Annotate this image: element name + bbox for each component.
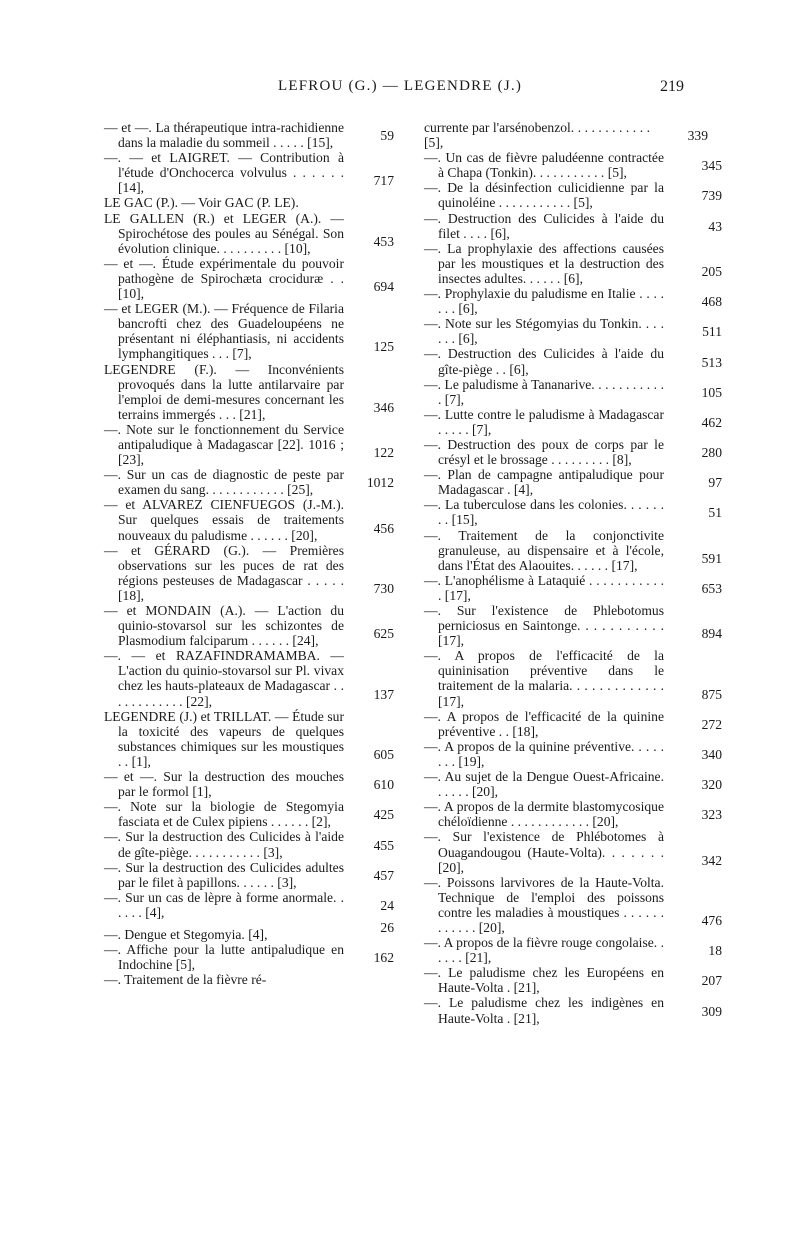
entry-page-ref: 425 (373, 807, 394, 823)
entry-text: — et —. Sur la destruction des mouches par le formol [1], (104, 769, 344, 800)
index-entry (424, 497, 722, 527)
entry-page-ref: 453 (373, 233, 394, 249)
entry-text: —. Affiche pour la lutte antipaludique en Indochine [5], (104, 942, 344, 973)
entry-text: —. Sur un cas de diagnostic de peste par examen du sang. . . . . . . . . . . . [25], (104, 467, 344, 498)
entry-page-ref: 43 (708, 218, 722, 234)
entry-page-ref: 340 (701, 746, 722, 762)
right-column (424, 120, 722, 1026)
index-entry (104, 120, 394, 150)
index-entry (104, 603, 394, 648)
index-entry (424, 769, 722, 799)
index-entry (424, 150, 722, 180)
entry-page-ref: 894 (701, 626, 722, 642)
entry-page-ref: 323 (701, 807, 722, 823)
entry-text: —. La tuberculose dans les colonies. . . . . . . . [15], (424, 497, 664, 528)
entry-page-ref: 122 (373, 445, 394, 461)
entry-text: —. Dengue et Stegomyia. [4], (104, 926, 268, 942)
entry-text: LE GALLEN (R.) et LEGER (A.). — Spirochétose des poules au Sénégal. Son évolution clinique. . . . . . . . . . [10], (104, 210, 344, 256)
entry-page-ref: 339 (687, 128, 708, 144)
entry-text: —. Sur l'existence de Phlébotomes à Ouagandougou (Haute-Volta). . . . . . . [20], (424, 829, 664, 875)
index-entry (424, 829, 722, 874)
entry-page-ref: 730 (373, 580, 394, 596)
entry-text: —. Lutte contre le paludisme à Madagascar . . . . . [7], (424, 406, 664, 437)
index-entry (104, 920, 394, 942)
entry-text: — et —. La thérapeutique intra-rachidienne dans la maladie du sommeil . . . . . [15], (104, 120, 344, 151)
entry-text: —. L'anophélisme à Lataquié . . . . . . . . . . . . [17], (424, 572, 664, 603)
index-entry (104, 195, 394, 210)
entry-page-ref: 625 (373, 626, 394, 642)
entry-page-ref (344, 204, 394, 211)
entry-text: — et ALVAREZ CIENFUEGOS (J.-M.). Sur quelques essais de traitements nouveaux du paludisme . . . . . . [20], (104, 497, 344, 543)
index-entry (104, 769, 394, 799)
entry-page-ref: 345 (701, 158, 722, 174)
entry-page-ref: 653 (701, 580, 722, 596)
entry-page-ref: 739 (701, 188, 722, 204)
entry-text: — et —. Étude expérimentale du pouvoir pathogène de Spirochæta crociduræ . . [10], (104, 255, 344, 302)
entry-text: —. De la désinfection culicidienne par la quinoléine . . . . . . . . . . . [5], (424, 180, 664, 211)
index-entry (104, 860, 394, 890)
entry-page-ref: 468 (701, 294, 722, 310)
entry-text: currente par l'arsénobenzol. . . . . . . . . . . . [5], (424, 120, 650, 151)
index-entry (424, 120, 722, 150)
index-entry (424, 211, 722, 241)
entry-page-ref: 125 (373, 339, 394, 355)
index-entry (104, 709, 394, 769)
index-entry (424, 437, 722, 467)
index-entry (104, 543, 394, 603)
entry-page-ref (344, 980, 394, 987)
entry-page-ref: 694 (373, 279, 394, 295)
entry-text: —. La prophylaxie des affections causées par les moustiques et la destruction des insectes adultes. . . . . . [6], (424, 240, 664, 286)
entry-page-ref: 97 (708, 475, 722, 491)
entry-page-ref: 717 (373, 173, 394, 189)
entry-text: —. Sur la destruction des Culicides à l'aide de gîte-piège. . . . . . . . . . . [3], (104, 829, 344, 860)
entry-text: —. Destruction des Culicides à l'aide du gîte-piège . . [6], (424, 346, 664, 377)
index-entry (104, 497, 394, 542)
entry-text: —. Plan de campagne antipaludique pour Madagascar . [4], (424, 467, 664, 498)
entry-text: LE GAC (P.). — Voir GAC (P. LE). (104, 195, 299, 211)
entry-text: —. Traitement de la fièvre ré- (104, 972, 267, 988)
index-entry (424, 377, 722, 407)
index-entry (424, 467, 722, 497)
entry-text: —. A propos de la dermite blastomycosique chéloïdienne . . . . . . . . . . . . [20], (424, 799, 664, 830)
index-entry (424, 407, 722, 437)
index-entry (104, 799, 394, 829)
left-column (104, 120, 394, 987)
entry-page-ref: 280 (701, 445, 722, 461)
entry-page-ref: 24 (380, 897, 394, 913)
entry-page-ref: 309 (701, 1003, 722, 1019)
index-entry (424, 739, 722, 769)
entry-page-ref: 346 (373, 399, 394, 415)
index-entry (104, 211, 394, 256)
index-entry (104, 256, 394, 301)
entry-text: —. Traitement de la conjonctivite granuleuse, au dispensaire et à l'école, dans l'État des Alaouites. . . . . . [17], (424, 527, 664, 573)
entry-page-ref: 456 (373, 520, 394, 536)
entry-text: — et LEGER (M.). — Fréquence de Filaria bancrofti chez des Guadeloupéens ne présentant ni éléphantiasis, ni accidents lymphangitiques . . . [7], (104, 301, 344, 362)
entry-text: —. A propos de l'efficacité de la quinine préventive . . [18], (424, 708, 664, 739)
entry-page-ref: 511 (702, 324, 722, 340)
index-entry (424, 180, 722, 210)
entry-page-ref: 1012 (366, 475, 394, 491)
entry-text: —. Sur un cas de lèpre à forme anormale. . . . . . [4], (104, 889, 344, 920)
entry-text: —. Un cas de fièvre paludéenne contractée à Chapa (Tonkin). . . . . . . . . . . [5], (424, 150, 664, 181)
entry-page-ref: 26 (380, 919, 394, 935)
entry-text: —. Destruction des Culicides à l'aide du filet . . . . [6], (424, 210, 664, 241)
entry-text: —. A propos de la quinine préventive. . . . . . . . [19], (424, 738, 664, 769)
index-entry (424, 603, 722, 648)
entry-text: —. A propos de l'efficacité de la quininisation préventive dans le traitement de la malaria. . . . . . . . . . . . . [17], (424, 648, 664, 709)
entry-text: —. A propos de la fièvre rouge congolaise. . . . . . [21], (424, 935, 664, 966)
page-header (0, 78, 800, 102)
entry-text: LEGENDRE (F.). — Inconvénients provoqués dans la lutte antilarvaire par l'emploi de demi-mesures concernant les terrains immergés . . . [21], (104, 361, 344, 422)
entry-page-ref: 59 (380, 128, 394, 144)
page-number: 219 (660, 78, 684, 95)
entry-page-ref: 591 (701, 550, 722, 566)
entry-text: —. — et LAIGRET. — Contribution à l'étude d'Onchocerca volvulus . . . . . . [14], (104, 150, 344, 196)
index-entry (424, 528, 722, 573)
entry-text: —. Le paludisme chez les indigènes en Haute-Volta . [21], (424, 995, 664, 1026)
running-head: LEFROU (G.) — LEGENDRE (J.) (277, 78, 523, 94)
entry-page-ref: 462 (701, 414, 722, 430)
index-entry (424, 965, 722, 995)
entry-page-ref: 457 (373, 867, 394, 883)
entry-text: —. Note sur le fonctionnement du Service antipaludique à Madagascar [22]. 1016 ; [23], (104, 421, 344, 468)
index-entry (424, 875, 722, 935)
index-entry (104, 422, 394, 467)
index-entry (424, 573, 722, 603)
index-entry (104, 362, 394, 422)
entry-page-ref: 162 (373, 950, 394, 966)
entry-page-ref: 875 (701, 686, 722, 702)
entry-text: —. Note sur la biologie de Stegomyia fasciata et de Culex pipiens . . . . . . [2], (104, 799, 344, 830)
entry-page-ref: 605 (373, 746, 394, 762)
index-entry (424, 709, 722, 739)
entry-page-ref: 513 (701, 354, 722, 370)
entry-page-ref: 105 (701, 384, 722, 400)
entry-text: — et MONDAIN (A.). — L'action du quinio-stovarsol sur les schizontes de Plasmodium falciparum . . . . . . [24], (104, 603, 344, 649)
entry-text: —. — et RAZAFINDRAMAMBA. — L'action du quinio-stovarsol sur Pl. vivax chez les hauts-plateaux de Madagascar . . . . . . . . . . . . [22], (104, 648, 344, 709)
entry-text: —. Au sujet de la Dengue Ouest-Africaine. . . . . . [20], (424, 769, 664, 800)
index-entry (424, 995, 722, 1025)
entry-page-ref: 342 (701, 852, 722, 868)
index-entry (104, 890, 394, 920)
index-entry (104, 972, 394, 987)
index-entry (424, 241, 722, 286)
entry-text: —. Sur la destruction des Culicides adultes par le filet à papillons. . . . . . [3], (104, 859, 344, 890)
index-entry (104, 150, 394, 195)
entry-page-ref: 610 (373, 777, 394, 793)
entry-page-ref: 18 (708, 943, 722, 959)
entry-page-ref: 205 (701, 263, 722, 279)
index-entry (424, 799, 722, 829)
entry-text: —. Sur l'existence de Phlebotomus perniciosus en Saintonge. . . . . . . . . . . [17], (424, 603, 664, 649)
index-entry (104, 648, 394, 708)
entry-page-ref: 455 (373, 837, 394, 853)
entry-page-ref: 207 (701, 973, 722, 989)
index-entry (104, 467, 394, 497)
entry-text: —. Prophylaxie du paludisme en Italie . . . . . . . [6], (424, 286, 664, 317)
entry-text: LEGENDRE (J.) et TRILLAT. — Étude sur la toxicité des vapeurs de quelques substances chimiques sur les moustiques . . [1], (104, 708, 344, 769)
entry-text: — et GÉRARD (G.). — Premières observations sur les puces de rat des régions pesteuses de Madagascar . . . . . [18], (104, 542, 344, 603)
index-entry (104, 942, 394, 972)
entry-text: —. Destruction des poux de corps par le crésyl et le brossage . . . . . . . . . [8], (424, 436, 664, 468)
index-entry (104, 301, 394, 361)
entry-page-ref: 476 (701, 912, 722, 928)
index-entry (424, 935, 722, 965)
entry-page-ref: 272 (701, 716, 722, 732)
index-entry (424, 316, 722, 346)
entry-text: —. Note sur les Stégomyias du Tonkin. . . . . . . [6], (424, 316, 664, 347)
index-entry (424, 286, 722, 316)
entry-text: —. Le paludisme chez les Européens en Haute-Volta . [21], (424, 965, 664, 996)
index-entry (104, 829, 394, 859)
index-entry (424, 648, 722, 708)
entry-page-ref: 320 (701, 777, 722, 793)
entry-text: —. Le paludisme à Tananarive. . . . . . . . . . . . [7], (424, 376, 664, 407)
entry-page-ref: 51 (708, 505, 722, 521)
entry-page-ref: 137 (373, 686, 394, 702)
index-entry (424, 346, 722, 376)
entry-text: —. Poissons larvivores de la Haute-Volta. Technique de l'emploi des poissons contre les maladies à moustiques . . . . . . . . . . . . [20], (424, 874, 664, 935)
